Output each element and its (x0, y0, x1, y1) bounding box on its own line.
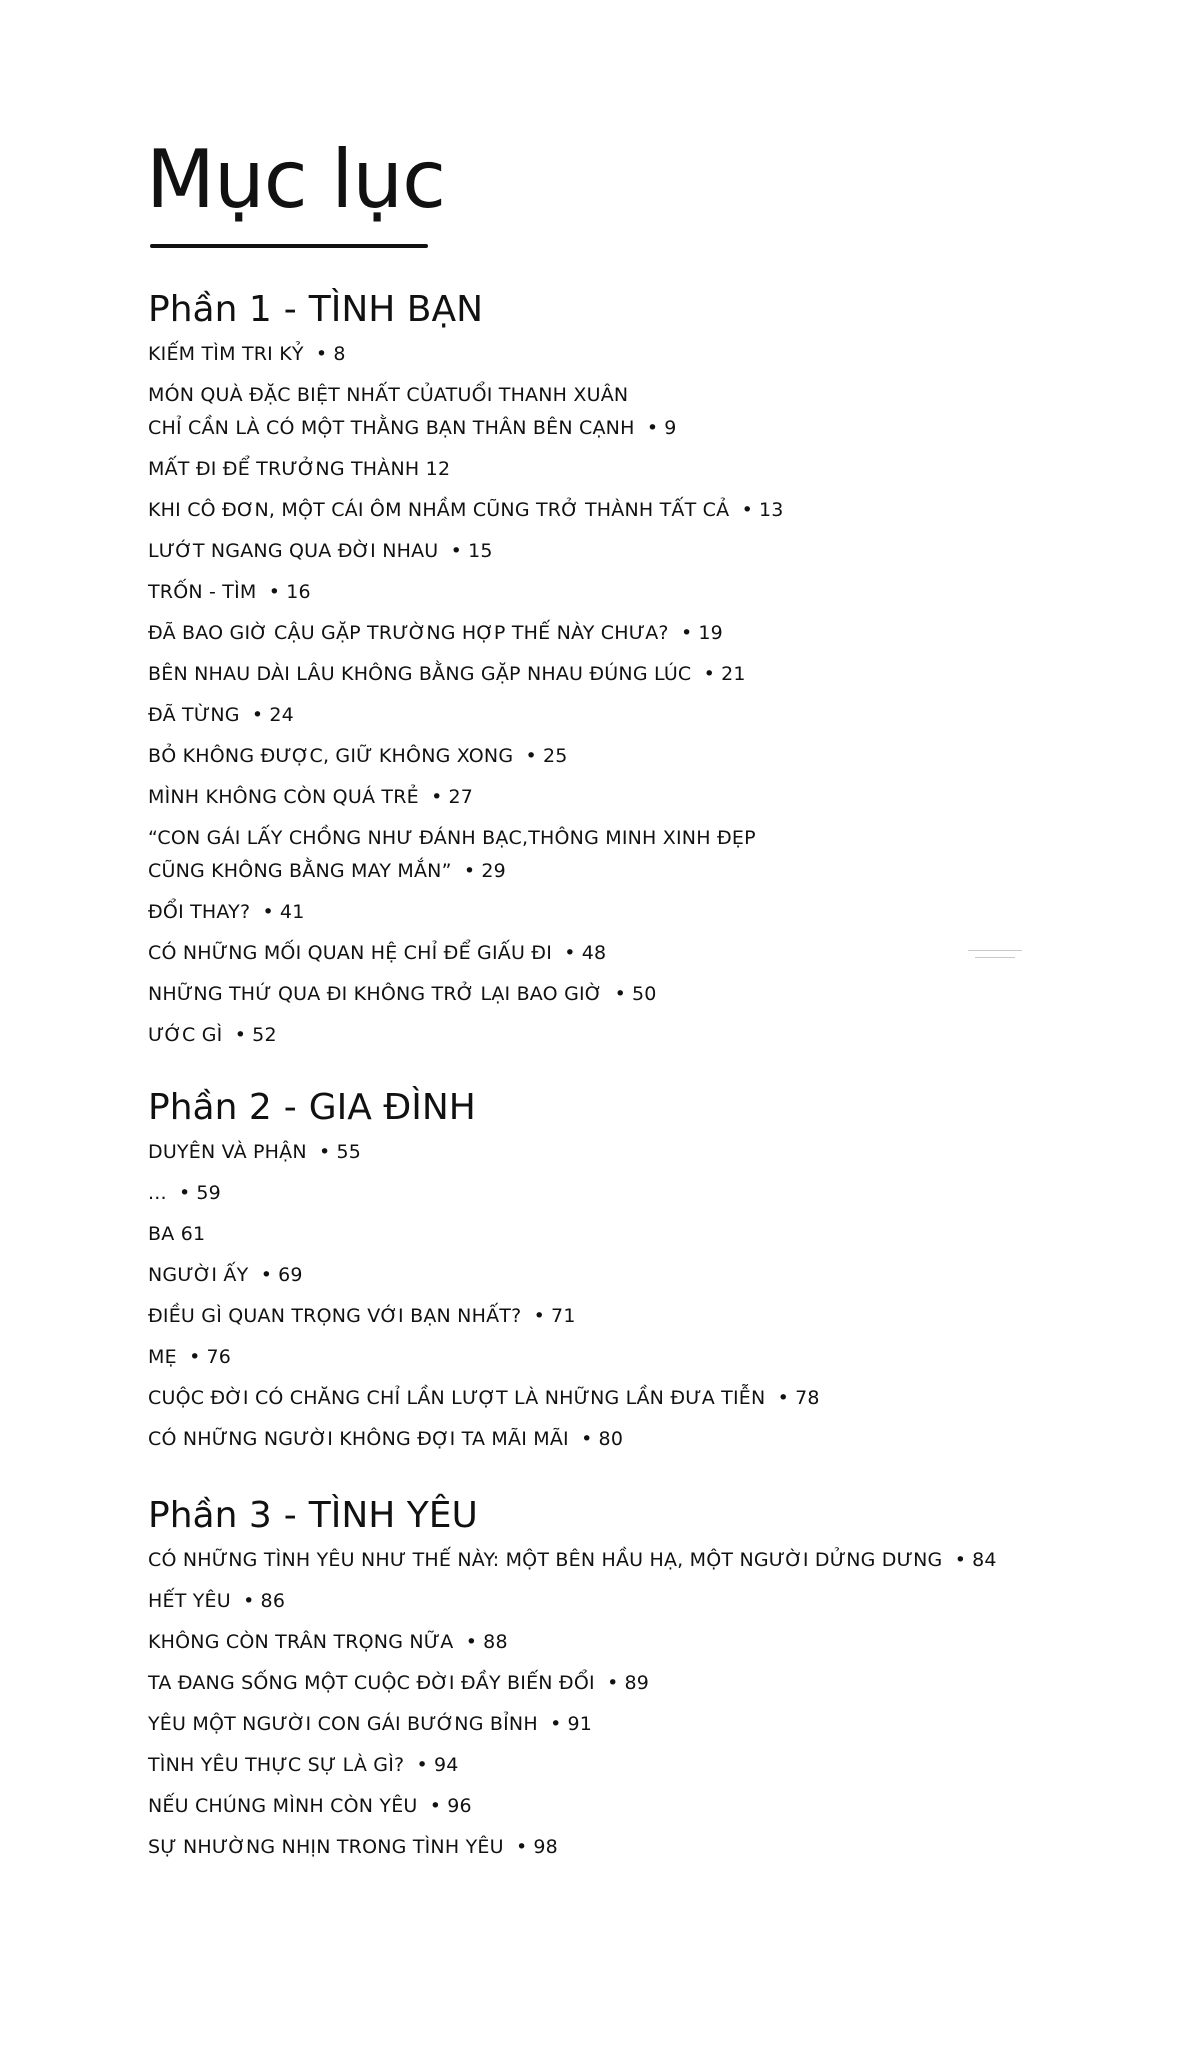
page-number: 13 (759, 499, 784, 521)
entry-title-line (148, 781, 1148, 814)
section-part-3 (148, 1488, 1148, 1872)
page-number: 52 (252, 1024, 277, 1046)
entry-title-line (148, 937, 1148, 970)
bullet-dot-icon: • (315, 343, 328, 365)
page-number: 76 (206, 1346, 232, 1368)
section-name: GIA ĐÌNH (308, 1087, 476, 1128)
entry-title-line (148, 1177, 1148, 1210)
section-part-label: Phần 1 (148, 289, 272, 330)
entry-title-line (148, 1300, 1148, 1333)
entry-title-line (148, 1667, 1148, 1700)
toc-entry (148, 1341, 1148, 1382)
entry-title: KHÔNG CÒN TRÂN TRỌNG NỮA (148, 1631, 454, 1653)
entry-title: CÓ NHỮNG NGƯỜI KHÔNG ĐỢI TA MÃI MÃI (148, 1428, 569, 1450)
toc-entry (148, 1218, 1148, 1259)
toc-entry (148, 379, 1148, 453)
toc-list (148, 1544, 1148, 1872)
toc-entry (148, 338, 1148, 379)
entry-title: NGƯỜI ẤY (148, 1264, 249, 1286)
bullet-dot-icon: • (178, 1182, 191, 1204)
title-underline (150, 244, 428, 248)
page-number: 19 (698, 622, 723, 644)
page-number: 89 (624, 1672, 650, 1694)
bullet-dot-icon: • (429, 1795, 442, 1817)
section-heading (148, 1488, 1148, 1544)
entry-title: BỎ KHÔNG ĐƯỢC, GIỮ KHÔNG XONG (148, 745, 514, 767)
toc-entry (148, 1790, 1148, 1831)
entry-title: SỰ NHƯỜNG NHỊN TRONG TÌNH YÊU (148, 1836, 504, 1858)
bullet-dot-icon: • (533, 1305, 546, 1327)
page-number: 25 (542, 745, 568, 767)
toc-entry (148, 617, 1148, 658)
page-number: 78 (795, 1387, 820, 1409)
section-part-1 (148, 282, 1148, 1060)
entry-title: CÓ NHỮNG MỐI QUAN HỆ CHỈ ĐỂ GIẤU ĐI (148, 942, 553, 964)
bullet-dot-icon: • (234, 1024, 247, 1046)
toc-entry (148, 1382, 1148, 1423)
entry-title: YÊU MỘT NGƯỜI CON GÁI BƯỚNG BỈNH (148, 1713, 538, 1735)
page-number: 16 (286, 581, 311, 603)
entry-title-line (148, 379, 1148, 412)
bullet-dot-icon: • (262, 901, 274, 923)
page-number: 88 (483, 1631, 508, 1653)
entry-title-line (148, 978, 1148, 1011)
bullet-dot-icon: • (189, 1346, 201, 1368)
entry-title: TA ĐANG SỐNG MỘT CUỘC ĐỜI ĐẦY BIẾN ĐỔI (148, 1672, 595, 1694)
page-number: 61 (180, 1223, 206, 1245)
section-separator: - (283, 1087, 297, 1128)
entry-title-line (148, 576, 1148, 609)
toc-entry (148, 1667, 1148, 1708)
entry-title: BA (148, 1223, 175, 1245)
page-number: 41 (279, 901, 305, 923)
entry-title-line (148, 896, 1148, 929)
toc-entry (148, 494, 1148, 535)
entry-title-line (148, 1626, 1148, 1659)
entry-title-continued: CŨNG KHÔNG BẰNG MAY MẮN” (148, 860, 452, 882)
toc-entry (148, 1136, 1148, 1177)
toc-entry (148, 1585, 1148, 1626)
page-number: 69 (278, 1264, 303, 1286)
entry-title-line (148, 1544, 1148, 1577)
bullet-dot-icon: • (741, 499, 753, 521)
toc-entry (148, 1259, 1148, 1300)
entry-title: “CON GÁI LẤY CHỒNG NHƯ ĐÁNH BẠC,THÔNG MINH XINH ĐẸP (148, 827, 756, 849)
bullet-dot-icon: • (564, 942, 576, 964)
entry-title-line (148, 1708, 1148, 1741)
bullet-dot-icon: • (581, 1428, 593, 1450)
toc-entry (148, 1019, 1148, 1060)
page-number: 96 (447, 1795, 472, 1817)
entry-title: HẾT YÊU (148, 1590, 231, 1612)
entry-title-line (148, 1382, 1148, 1415)
page-number: 29 (481, 860, 506, 882)
entry-title: ƯỚC GÌ (148, 1024, 223, 1046)
page-number: 91 (567, 1713, 593, 1735)
toc-entry (148, 535, 1148, 576)
entry-title-line (148, 1136, 1148, 1169)
entry-title: NHỮNG THỨ QUA ĐI KHÔNG TRỞ LẠI BAO GIỜ (148, 983, 603, 1005)
toc-entry (148, 1177, 1148, 1218)
page-number: 94 (433, 1754, 459, 1776)
page-number: 21 (721, 663, 746, 685)
section-separator: - (283, 1495, 297, 1536)
page-number: 48 (581, 942, 607, 964)
section-separator: - (283, 289, 297, 330)
page-number: 8 (333, 343, 346, 365)
entry-title: CUỘC ĐỜI CÓ CHĂNG CHỈ LẦN LƯỢT LÀ NHỮNG LẦN ĐƯA TIỄN (148, 1387, 766, 1409)
bullet-dot-icon: • (777, 1387, 790, 1409)
bullet-dot-icon: • (260, 1264, 273, 1286)
entry-title: ... (148, 1182, 167, 1204)
page-number: 15 (468, 540, 493, 562)
entry-title-line (148, 699, 1148, 732)
entry-title-line (148, 1218, 1148, 1251)
page-number: 27 (448, 786, 474, 808)
entry-title-line (148, 617, 1148, 650)
section-name: TÌNH YÊU (308, 1495, 478, 1536)
entry-title: ĐÃ BAO GIỜ CẬU GẶP TRƯỜNG HỢP THẾ NÀY CHƯA? (148, 622, 669, 644)
section-heading (148, 1080, 1148, 1136)
bullet-dot-icon: • (954, 1549, 967, 1571)
entry-title-line (148, 658, 1148, 691)
entry-title: TÌNH YÊU THỰC SỰ LÀ GÌ? (148, 1754, 405, 1776)
bullet-dot-icon: • (319, 1141, 331, 1163)
toc-entry (148, 1544, 1148, 1585)
entry-title-line (148, 1259, 1148, 1292)
entry-title: BÊN NHAU DÀI LÂU KHÔNG BẰNG GẶP NHAU ĐÚNG LÚC (148, 663, 692, 685)
entry-title-line (148, 822, 1148, 855)
entry-title: ĐIỀU GÌ QUAN TRỌNG VỚI BẠN NHẤT? (148, 1305, 522, 1327)
page-number: 71 (551, 1305, 576, 1327)
bullet-dot-icon: • (680, 622, 693, 644)
bullet-dot-icon: • (450, 540, 463, 562)
entry-title-line (148, 1831, 1148, 1864)
bullet-dot-icon: • (525, 745, 537, 767)
toc-entry (148, 1831, 1148, 1872)
entry-title: CÓ NHỮNG TÌNH YÊU NHƯ THẾ NÀY: MỘT BÊN HẦU HẠ, MỘT NGƯỜI DỬNG DƯNG (148, 1549, 943, 1571)
entry-title: KHI CÔ ĐƠN, MỘT CÁI ÔM NHẦM CŨNG TRỞ THÀNH TẤT CẢ (148, 499, 730, 521)
toc-entry (148, 1749, 1148, 1790)
bullet-dot-icon: • (614, 983, 627, 1005)
toc-list (148, 338, 1148, 1060)
page-number: 59 (196, 1182, 221, 1204)
entry-title-line (148, 412, 1148, 445)
entry-title-line (148, 494, 1148, 527)
toc-entry (148, 658, 1148, 699)
entry-title-line (148, 535, 1148, 568)
toc-entry (148, 822, 1148, 896)
entry-title: LƯỚT NGANG QUA ĐỜI NHAU (148, 540, 439, 562)
bullet-dot-icon: • (251, 704, 264, 726)
toc-entry (148, 1708, 1148, 1749)
page-number: 84 (972, 1549, 997, 1571)
page-number: 86 (260, 1590, 286, 1612)
entry-title-line (148, 1423, 1148, 1456)
bullet-dot-icon: • (646, 417, 659, 439)
page-number: 98 (533, 1836, 558, 1858)
entry-title: MÌNH KHÔNG CÒN QUÁ TRẺ (148, 786, 419, 808)
entry-title: ĐÃ TỪNG (148, 704, 240, 726)
entry-title: ĐỔI THAY? (148, 901, 251, 923)
toc-entry (148, 1423, 1148, 1464)
entry-title: MÓN QUÀ ĐẶC BIỆT NHẤT CỦATUỔI THANH XUÂN (148, 384, 629, 406)
toc-entry (148, 937, 1148, 978)
toc-list (148, 1136, 1148, 1464)
page-number: 55 (336, 1141, 362, 1163)
entry-title-line (148, 1019, 1148, 1052)
bullet-dot-icon: • (268, 581, 281, 603)
section-part-label: Phần 2 (148, 1087, 272, 1128)
bullet-dot-icon: • (243, 1590, 255, 1612)
section-part-label: Phần 3 (148, 1495, 272, 1536)
entry-title: TRỐN - TÌM (148, 581, 257, 603)
toc-entry (148, 576, 1148, 617)
entry-title-line (148, 453, 1148, 486)
toc-entry (148, 453, 1148, 494)
bullet-dot-icon: • (607, 1672, 619, 1694)
entry-title-line (148, 1790, 1148, 1823)
entry-title-line (148, 1585, 1148, 1618)
toc-entry (148, 740, 1148, 781)
section-name: TÌNH BẠN (308, 289, 484, 330)
entry-title-line (148, 338, 1148, 371)
entry-title: NẾU CHÚNG MÌNH CÒN YÊU (148, 1795, 418, 1817)
toc-entry (148, 1626, 1148, 1667)
page-number: 24 (269, 704, 294, 726)
toc-entry (148, 1300, 1148, 1341)
bullet-dot-icon: • (703, 663, 716, 685)
bullet-dot-icon: • (431, 786, 443, 808)
entry-title-continued: CHỈ CẦN LÀ CÓ MỘT THẰNG BẠN THÂN BÊN CẠNH (148, 417, 635, 439)
entry-title: DUYÊN VÀ PHẬN (148, 1141, 307, 1163)
toc-entry (148, 699, 1148, 740)
page-number: 80 (598, 1428, 624, 1450)
entry-title-line (148, 1749, 1148, 1782)
toc-entry (148, 896, 1148, 937)
toc-entry (148, 978, 1148, 1019)
page-title: Mục lục (146, 133, 446, 226)
page-number: 50 (632, 983, 657, 1005)
bullet-dot-icon: • (550, 1713, 562, 1735)
entry-title: KIẾM TÌM TRI KỶ (148, 343, 304, 365)
section-part-2 (148, 1080, 1148, 1464)
entry-title-line (148, 855, 1148, 888)
bullet-dot-icon: • (515, 1836, 528, 1858)
page-number: 12 (425, 458, 451, 480)
entry-title: MẤT ĐI ĐỂ TRƯỞNG THÀNH (148, 458, 420, 480)
entry-title-line (148, 740, 1148, 773)
bullet-dot-icon: • (465, 1631, 478, 1653)
toc-entry (148, 781, 1148, 822)
entry-title: MẸ (148, 1346, 177, 1368)
section-heading (148, 282, 1148, 338)
page-number: 9 (664, 417, 677, 439)
bullet-dot-icon: • (463, 860, 476, 882)
entry-title-line (148, 1341, 1148, 1374)
bullet-dot-icon: • (416, 1754, 428, 1776)
